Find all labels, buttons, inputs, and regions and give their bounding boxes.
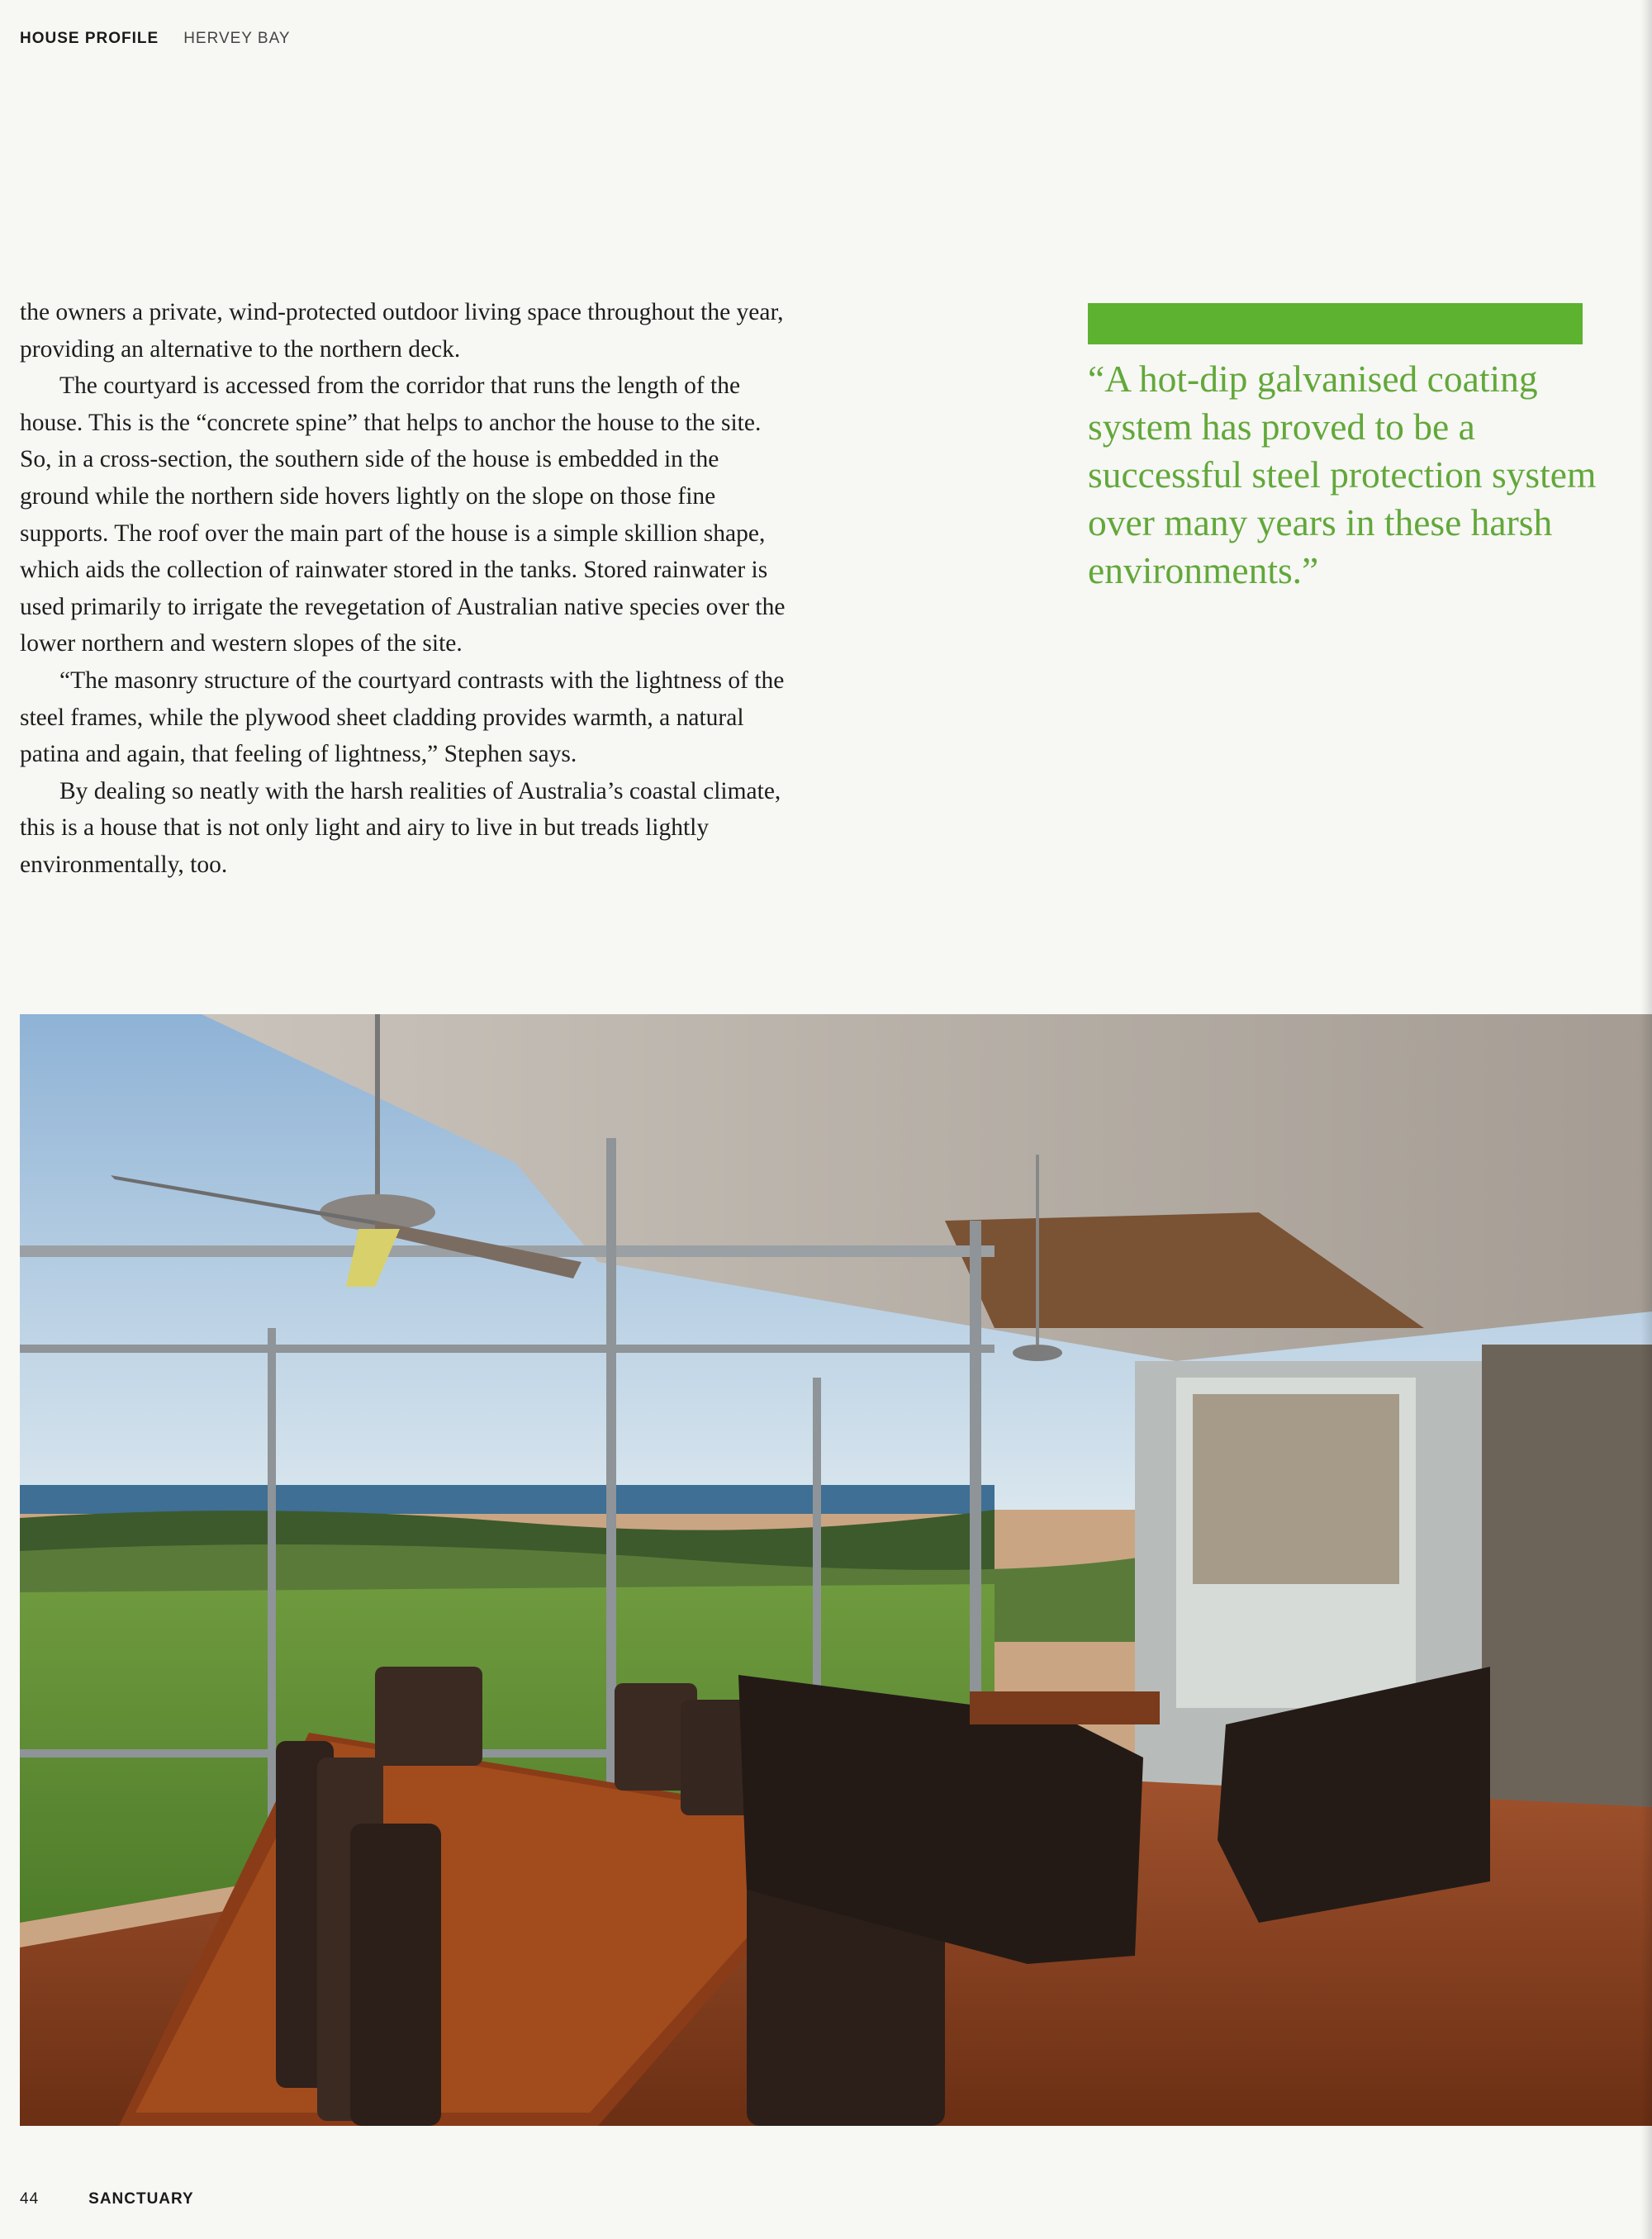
location-label: HERVEY BAY	[183, 30, 291, 47]
article-paragraph: The courtyard is accessed from the corridor that runs the length of the house. This is the “concrete spine” that helps to anchor the house to the site. So, in a cross-section, the southern side of the house is embedded in the ground while the northern side hovers lightly on the slope on those fine supports. The roof over the main part of the house is a simple skillion shape, which aids the collection of rainwater stored in the tanks. Stored rainwater is used primarily to irrigate the revegetation of Australian native species over the lower northern and western slopes of the site.	[20, 372, 786, 657]
article-paragraph: “The masonry structure of the courtyard contrasts with the lightness of the steel frames, while the plywood sheet cladding provides warmth, a natural patina and again, that feeling of lightness,” Stephen says.	[20, 666, 785, 768]
article-paragraph: the owners a private, wind-protected outdoor living space throughout the year, providing an alternative to the northern deck.	[20, 299, 784, 363]
page-footer	[20, 2190, 194, 2208]
section-label: HOUSE PROFILE	[20, 30, 159, 47]
living-room-illustration	[20, 1014, 1652, 2126]
magazine-name: SANCTUARY	[88, 2190, 194, 2208]
article-paragraph: By dealing so neatly with the harsh realities of Australia’s coastal climate, this is a house that is not only light and airy to live in but treads lightly environmentally, too.	[20, 777, 781, 878]
pull-quote: “A hot-dip galvanised coating system has proved to be a successful steel protection system over many years in these harsh environments.”	[1088, 358, 1597, 591]
interior-photo	[20, 1014, 1652, 2126]
page-number: 44	[20, 2190, 40, 2208]
article-body	[20, 294, 792, 884]
page-header	[20, 30, 291, 48]
page-gutter-shadow	[1640, 0, 1652, 2239]
pull-quote-bar	[1088, 303, 1583, 344]
